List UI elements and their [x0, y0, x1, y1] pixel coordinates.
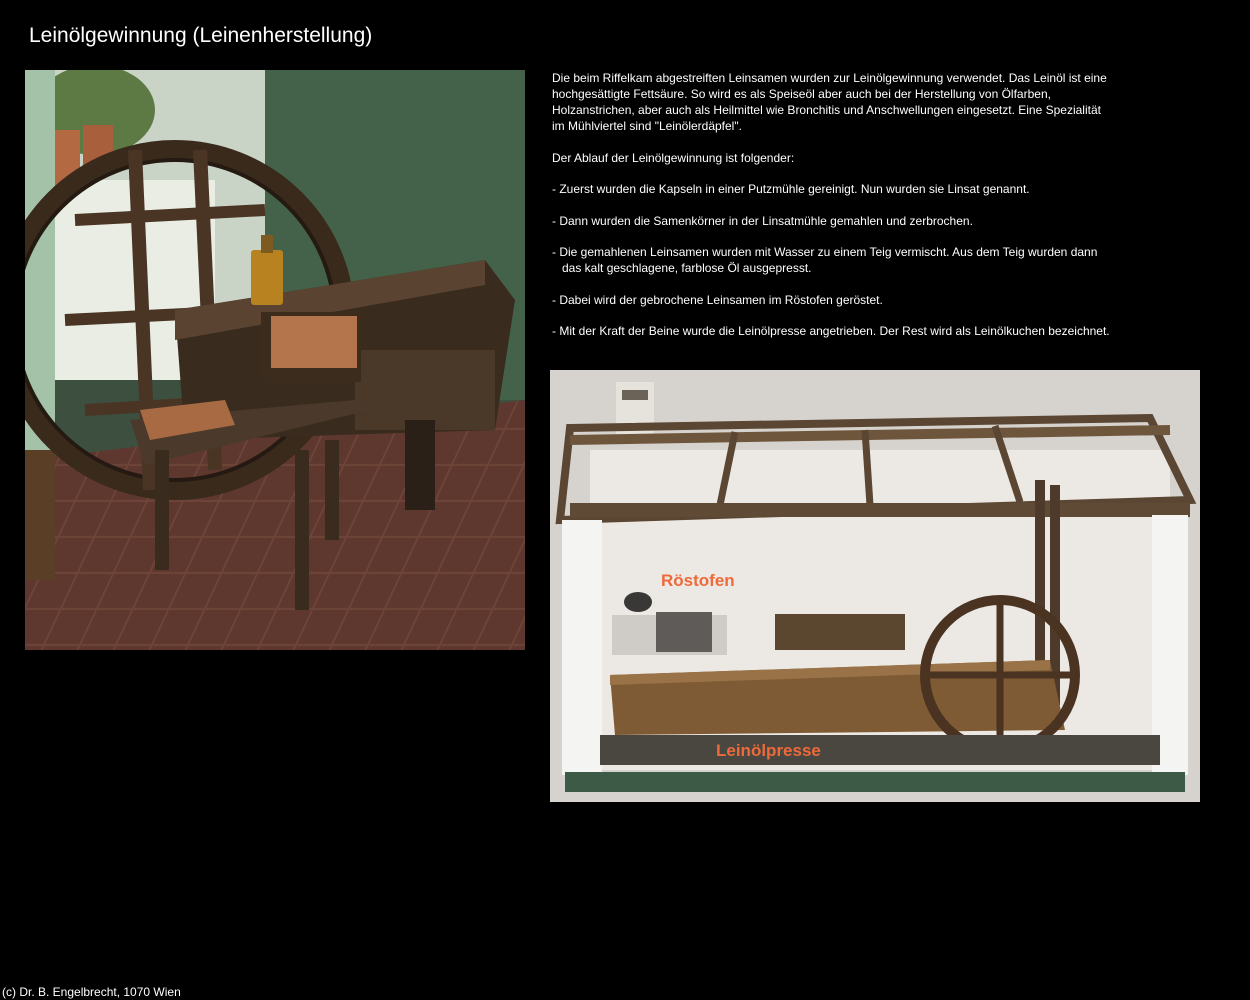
description-text [552, 70, 1112, 355]
step-item: - Dann wurden die Samenkörner in der Linsatmühle gemahlen und zerbrochen. [552, 213, 973, 228]
label-leinoelpresse: Leinölpresse [716, 741, 821, 760]
step-item: - Zuerst wurden die Kapseln in einer Putzmühle gereinigt. Nun wurden sie Linsat genannt. [552, 182, 1030, 196]
intro-paragraph: Die beim Riffelkam abgestreiften Leinsamen wurden zur Leinölgewinnung verwendet. Das Leinöl ist eine hochgesättigte Fettsäure. So wird es als Speiseöl aber auch bei der Herstellung von Ölfarben, Holzanstrichen, aber auch als Heilmittel wie Bronchitis und Anschwellungen eingesetzt. Eine Spezialität im Mühlviertel sind "Leinölerdäpfel". [552, 71, 1107, 133]
photo-model-oil-press [550, 370, 1200, 802]
photo-model-oil-press-image [550, 370, 1200, 802]
copyright-footer: (c) Dr. B. Engelbrecht, 1070 Wien [2, 985, 181, 999]
sequence-heading: Der Ablauf der Leinölgewinnung ist folgender: [552, 150, 795, 165]
photo-oil-press-wheel-image [25, 70, 525, 650]
step-item: - Mit der Kraft der Beine wurde die Leinölpresse angetrieben. Der Rest wird als Leinölkuchen bezeichnet. [552, 324, 1110, 338]
page-title: Leinölgewinnung (Leinenherstellung) [29, 24, 373, 47]
photo-oil-press-wheel [25, 70, 525, 650]
step-item: - Die gemahlenen Leinsamen wurden mit Wasser zu einem Teig vermischt. Aus dem Teig wurden dann das kalt geschlagene, farblose Öl ausgepresst. [552, 245, 1098, 275]
label-roestofen: Röstofen [661, 571, 735, 590]
step-item: - Dabei wird der gebrochene Leinsamen im Röstofen geröstet. [552, 292, 883, 307]
